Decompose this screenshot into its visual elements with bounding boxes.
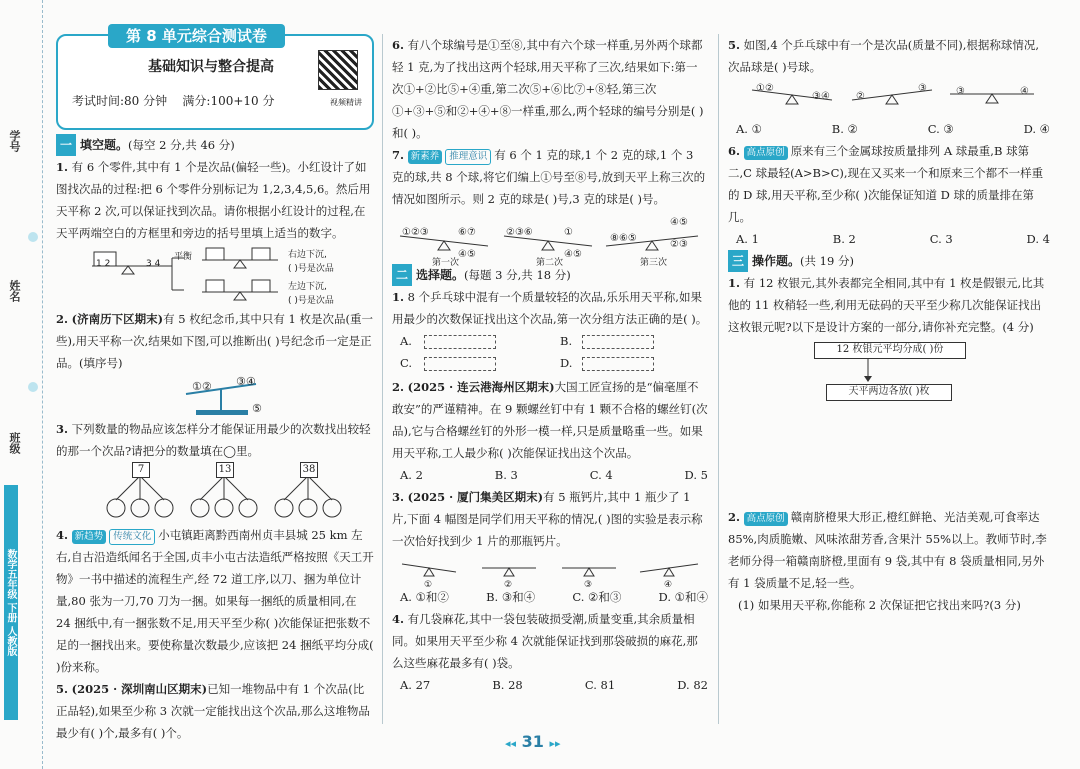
choice-5 [728,34,1050,78]
exam-score: 满分:100+10 分 [182,94,275,108]
qr-code[interactable] [318,50,358,90]
question-number: 7. [392,148,405,162]
option-d[interactable]: D. ①和④ [658,590,708,604]
choice-6-options [728,228,1050,250]
choice-1 [392,286,708,330]
choice-4 [392,608,708,674]
option-b[interactable]: B. 2 [832,232,856,246]
question-number: 6. [392,38,405,52]
option-c[interactable]: C. 3 [929,232,953,246]
tag-original: 高点原创 [744,512,788,526]
q7-scale-1-label: 第一次 [432,258,460,268]
option-a-groups [424,335,496,349]
class-label: 班级 [8,432,21,454]
question-number: 2. [392,380,405,394]
c5-scale-1-right: ③④ [812,91,830,102]
question-1 [56,156,374,244]
option-d[interactable]: D. 82 [677,678,708,692]
q3-figure [56,462,374,524]
question-text: 如图,4 个乒乓球中有一个是次品(质量不同),根据称球情况,次品球是( )号球。 [728,38,1040,74]
q7-scale-3-left: ⑧⑥⑤ [610,233,637,244]
q1-right-pan: 3 4 [146,259,161,269]
question-number: 1. [392,290,405,304]
option-a[interactable]: A. 2 [400,468,423,482]
operation-2-sub-1: (1) 如果用天平称,你能称 2 次保证把它找出来吗?(3 分) [738,598,1021,612]
tag-new-trend: 新趋势 [72,530,107,544]
option-b[interactable]: B. 28 [492,678,523,692]
c3-fig-label-2: ② [504,580,513,590]
punch-hole-mark [28,232,38,242]
c5-scale-2-right: ③ [918,83,927,94]
choice-3 [392,486,708,552]
tag-new-literacy: 新素养 [408,150,443,164]
next-arrows-icon: ▸▸ [549,737,561,750]
question-text: 已知一堆物品中有 1 个次品(比正品轻),如果至少称 3 次就一定能找出这个次品,那么这堆物品最少有( )个,最多有( )个。 [56,682,370,740]
question-text: 有 5 枚纪念币,其中只有 1 枚是次品(重一些),用天平称一次,结果如下图,可以推断出( )号纪念币一定是正品。(填序号) [56,312,373,370]
q2-left-pan: ①② [192,380,212,393]
column-divider [382,34,383,724]
question-7 [392,144,708,210]
option-c[interactable]: C. 81 [584,678,616,692]
question-number: 3. [56,422,69,436]
section-2-title: 选择题。 [416,268,465,282]
option-c[interactable]: C. ③ [927,122,954,136]
c3-fig-label-3: ③ [584,580,593,590]
tag-traditional-culture: 传统文化 [109,529,155,545]
c3-figure [392,552,708,590]
question-number: 2. [728,510,741,524]
q7-figure [392,210,708,268]
question-4 [56,524,374,678]
operation-1 [728,272,1050,338]
choice-5-options [728,118,1050,140]
question-number: 6. [728,144,741,158]
option-c[interactable]: C. [400,356,413,370]
question-text: 8 个乒乓球中混有一个质量较轻的次品,乐乐用天平称,如果用最少的次数保证找出这个次品,第一次分组方法正确的是( )。 [392,290,708,326]
option-a[interactable]: A. [400,334,412,348]
option-c[interactable]: C. ②和③ [572,590,622,604]
question-source: (2025 · 连云港海州区期末) [407,380,555,394]
operation-2 [728,506,1050,594]
column-2 [392,34,708,696]
section-2-badge: 二 [392,264,412,286]
question-6 [392,34,708,144]
option-b-groups [582,335,654,349]
option-b[interactable]: B. ② [831,122,858,136]
option-a[interactable]: A. 1 [736,232,759,246]
c5-scale-1-left: ①② [756,83,774,94]
question-text: 有 6 个零件,其中有 1 个是次品(偏轻一些)。小红设计了如图找次品的过程:把 6 个零件分别标记为 1,2,3,4,5,6。然后用天平称 2 次,可以保证找到次品。请你根据小红设计的过程,在天平两端空白的方框里和旁边的括号里填上适当的数字。 [56,160,371,240]
c5-scale-3-left: ③ [956,86,965,97]
q3-value-3: 38 [300,462,318,478]
exam-subtitle: 基础知识与整合提高 [148,59,274,75]
question-source: (济南历下区期末) [71,312,164,326]
option-d-groups [582,357,654,371]
choice-1-options [392,330,708,376]
o1-flowchart [728,338,1050,418]
option-a[interactable]: A. 27 [400,678,431,692]
q3-tree-diagrams [56,462,374,524]
punch-hole-mark [28,382,38,392]
answer-space[interactable] [728,418,1050,506]
q1-left-pan: 1 2 [96,259,111,269]
question-text: 有 12 枚银元,其外表都完全相同,其中有 1 枚是假银元,比其他的 11 枚稍轻一些,利用无砝码的天平至少称几次能保证找出这枚银元呢?以下是设计方案的一部分,请你补充完整。(4 分) [728,276,1045,334]
question-5 [56,678,374,744]
section-1-title: 填空题。 [80,138,129,152]
q7-scale-3-label: 第三次 [640,258,668,268]
option-d[interactable]: D. ④ [1023,122,1050,136]
q2-right-pan: ③④ [236,375,256,388]
section-3-note: (共 19 分) [800,254,854,268]
question-number: 1. [56,160,69,174]
tag-reasoning: 推理意识 [445,149,491,165]
q2-bottom-coin: ⑤ [252,402,262,415]
choice-2 [392,376,708,464]
question-text: 大国工匠宣扬的是“偏毫厘不敢安”的严谨精神。在 9 颗螺丝钉中有 1 颗不合格的螺丝钉(次品),它与合格螺丝钉的外形一模一样,只是质量略重一些。如果用天平称,工人最少称( )次能保证找出这个次品。 [392,380,708,460]
section-1-heading [56,134,374,156]
q1-blank-1: ( )号是次品 [288,264,334,274]
choice-3-options [392,586,708,608]
section-3-heading [728,250,1050,272]
question-number: 5. [56,682,69,696]
c3-fig-label-1: ① [424,580,433,590]
section-2-note: (每题 3 分,共 18 分) [464,268,571,282]
question-source: (2025 · 厦门集美区期末) [407,490,544,504]
question-text: 有几袋麻花,其中一袋包装破损受潮,质量变重,其余质量相同。如果用天平至少称 4 次就能保证找到那袋破损的麻花,那么这些麻花最多有( )袋。 [392,612,698,670]
exam-time-score [72,90,275,112]
c5-scale-2-left: ② [856,91,865,102]
option-d[interactable]: D. 5 [684,468,708,482]
q1-balanced-label: 平衡 [174,252,193,262]
option-a[interactable]: A. ①和② [400,590,449,604]
prev-arrows-icon: ◂◂ [505,737,517,750]
q3-value-2: 13 [216,462,234,478]
option-a[interactable]: A. ① [736,122,762,136]
choice-6 [728,140,1050,228]
question-number: 1. [728,276,741,290]
c5-figure [728,78,1050,118]
option-b[interactable]: B. ③和④ [486,590,536,604]
exam-header [56,27,374,130]
question-number: 4. [392,612,405,626]
question-number: 5. [728,38,741,52]
question-source: (2025 · 深圳南山区期末) [71,682,208,696]
option-d[interactable]: D. [560,356,573,370]
q1-left-down-label: 左边下沉, [288,282,327,292]
exam-title: 第 8 单元综合测试卷 [108,24,285,48]
option-c[interactable]: C. 4 [589,468,613,482]
option-d[interactable]: D. 4 [1026,232,1050,246]
question-text: 原来有三个金属球按质量排列 A 球最重,B 球第二,C 球最轻(A>B>C),现在又买来一个和原来三个都不一样重的 D 球,用天平称,至少称( )次能保证知道 D 球的质量排在第几。 [728,144,1044,224]
tag-original: 高点原创 [744,146,788,160]
column-divider [718,34,719,724]
page-number-text: 31 [521,732,544,751]
q7-scale-1-left: ①②③ [402,227,429,238]
column-1 [56,27,374,744]
question-number: 3. [392,490,405,504]
question-2 [56,308,374,374]
q1-right-down-label: 右边下沉, [288,250,327,260]
option-c-groups [424,357,496,371]
column-3 [728,34,1050,616]
o1-step-1-box[interactable]: 12 枚银元平均分成( )份 [814,342,966,359]
c5-balance-diagrams [728,78,1050,118]
page-number [505,732,561,751]
exam-time: 考试时间:80 分钟 [72,94,168,108]
question-text: 小屯镇距离黔西南州贞丰县城 25 km 左右,自古沿造纸闻名于全国,贞丰小屯古法造纸严格按照《天工开物》一书中描述的流程生产,经 72 道工序,以刀、捆为单位计量,80 张为一刀,70 刀为一捆。如果每一捆纸的质量相同,在 24 捆纸中,有一捆张数不足,用天平至少称( )次能保证把张数不足的一捆找出来。要使称量次数最少,应该把 24 捆纸平均分成( )份来称。 [56,528,374,674]
c3-fig-label-4: ④ [664,580,673,590]
question-text: 有 6 个 1 克的球,1 个 2 克的球,1 个 3 克的球,共 8 个球,将它们编上①号至⑧号,放到天平上称三次的情况如图所示。则 2 克的球是( )号,3 克的球是( )号。 [392,148,706,206]
q2-balance-diagram [56,374,374,418]
question-text: 有八个球编号是①至⑧,其中有六个球一样重,另外两个球都轻 1 克,为了找出这两个轻球,用天平称了三次,结果如下:第一次①+②比⑤+④重,第二次⑤+⑥比⑦+⑧轻,第三次①+③+⑤和②+④+⑧一样重,那么,两个轻球的编号分别是( )和( )。 [392,38,704,140]
c3-balance-diagrams [392,552,708,586]
question-number: 2. [56,312,69,326]
question-number: 4. [56,528,69,542]
option-b[interactable]: B. 3 [494,468,518,482]
section-1-badge: 一 [56,134,76,156]
q1-blank-2: ( )号是次品 [288,296,334,306]
question-text: 赣南脐橙果大形正,橙红鲜艳、光洁美观,可食率达 85%,肉质脆嫩、风味浓甜芳香,含果汁 55%以上。教师节时,李老师分得一箱赣南脐橙,里面有 9 袋,其中有 8 袋质量相同,另外有 1 袋质量不足,轻一些。 [728,510,1047,590]
option-b[interactable]: B. [560,334,573,348]
question-text: 有 5 瓶钙片,其中 1 瓶少了 1 片,下面 4 幅图是同学们用天平称的情况,( )图的实验是表示称一次恰好找到少 1 片的那瓶钙片。 [392,490,703,548]
c5-scale-3-right: ④ [1020,86,1029,97]
section-1-note: (每空 2 分,共 46 分) [128,138,235,152]
q3-value-1: 7 [132,462,150,478]
book-label-text: 数学五年级 下册 人教版 [5,549,16,656]
section-3-badge: 三 [728,250,748,272]
question-text: 下列数量的物品应该怎样分才能保证用最少的次数找出较轻的那一个次品?请把分的数量填在◯里。 [56,422,371,458]
q2-figure [56,374,374,418]
name-label: 姓名 [8,280,21,302]
choice-4-options [392,674,708,696]
book-label [4,485,18,720]
q7-scale-2-left: ②③⑥ [506,227,533,238]
choice-2-options [392,464,708,486]
q7-scale-3-right: ④⑤ ②③ [670,217,688,250]
qr-caption: 视频精讲 [330,98,362,107]
q7-scale-1-right: ⑥⑦ ④⑤ [458,227,476,260]
q7-scale-2-label: 第二次 [536,258,564,268]
section-3-title: 操作题。 [752,254,801,268]
o1-step-2-box[interactable]: 天平两边各放( )枚 [826,384,952,401]
q7-scale-2-right: ① ④⑤ [564,227,582,260]
question-3 [56,418,374,462]
student-no-label: 学号 [8,130,21,152]
binding-strip [0,0,43,769]
q1-figure [56,244,374,308]
